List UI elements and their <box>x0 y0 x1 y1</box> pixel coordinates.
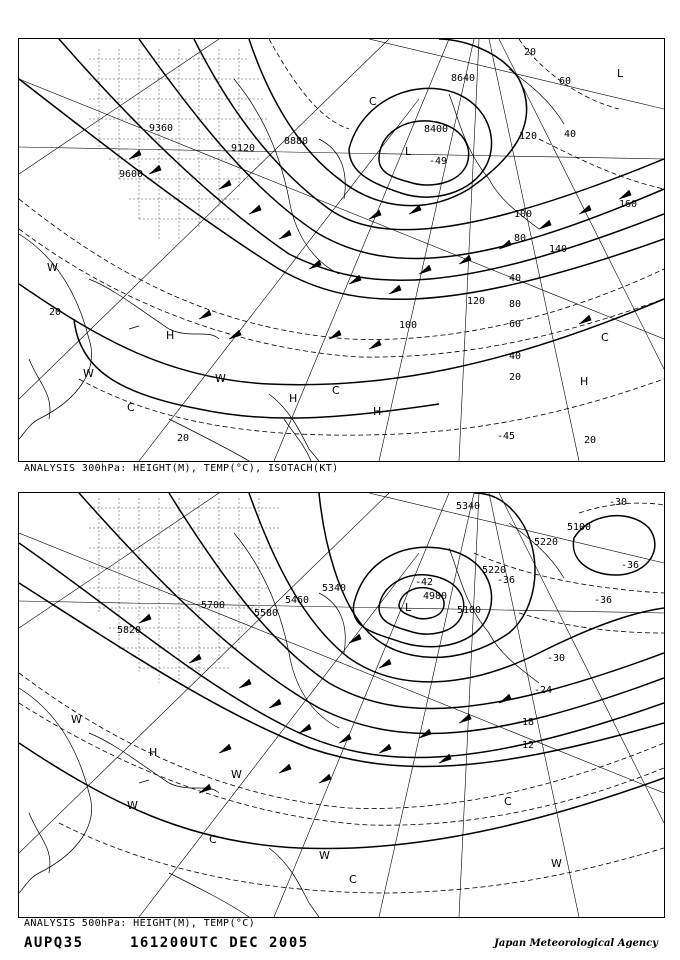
height-label: 5460 <box>285 595 310 606</box>
temperature-label: -30 <box>547 653 566 664</box>
height-label: 5340 <box>456 501 481 512</box>
isotach-label: 100 <box>399 320 418 331</box>
temperature-label: -45 <box>497 431 516 442</box>
isotach-label: 120 <box>467 296 486 307</box>
height-label: 4980 <box>423 591 448 602</box>
warm-marker: W <box>47 261 58 274</box>
agency-name: Japan Meteorological Agency <box>494 938 658 949</box>
isotach-label: 60 <box>559 76 572 87</box>
temperature-label: -49 <box>429 156 448 167</box>
isotach-label: 60 <box>509 319 522 330</box>
cold-marker: C <box>601 331 609 344</box>
isotach-label: 160 <box>619 199 638 210</box>
height-label: 5700 <box>201 600 226 611</box>
caption-500hpa: ANALYSIS 500hPa: HEIGHT(M), TEMP(°C) <box>24 918 256 929</box>
height-contours <box>19 493 664 849</box>
valid-time: 161200UTC DEC 2005 <box>130 935 309 951</box>
cold-marker: C <box>349 873 357 886</box>
isotach-label: 20 <box>177 433 190 444</box>
hatched-region <box>89 498 279 683</box>
caption-300hpa: ANALYSIS 300hPa: HEIGHT(M), TEMP(°C), ISOTACH(KT) <box>24 463 339 474</box>
height-label: 5340 <box>322 583 347 594</box>
warm-marker: W <box>231 768 242 781</box>
isotach-label: 40 <box>564 129 577 140</box>
high-marker: H <box>580 375 589 388</box>
graticule <box>19 493 664 917</box>
cold-marker: C <box>209 833 217 846</box>
cold-marker: C <box>369 95 377 108</box>
cold-marker: C <box>127 401 135 414</box>
height-label: 8400 <box>424 124 449 135</box>
isotach-label: 80 <box>509 299 522 310</box>
temperature-label: -12 <box>516 740 535 751</box>
temperature-label: -36 <box>621 560 640 571</box>
isotach-label: 20 <box>524 47 537 58</box>
warm-marker: W <box>127 799 138 812</box>
isotach-label: 20 <box>49 307 62 318</box>
warm-marker: W <box>551 857 562 870</box>
isotach-label: 120 <box>519 131 538 142</box>
cold-marker: C <box>332 384 340 397</box>
warm-marker: W <box>83 367 94 380</box>
analysis-300hpa-map <box>18 38 665 462</box>
height-label: 5100 <box>567 522 592 533</box>
temperature-label: -24 <box>534 685 553 696</box>
low-marker: L <box>617 67 624 80</box>
chart-code: AUPQ35 <box>24 935 84 951</box>
isotherm-contours <box>19 503 664 893</box>
isotach-label: 140 <box>549 244 568 255</box>
height-label: 9360 <box>149 123 174 134</box>
temperature-label: -36 <box>497 575 516 586</box>
temperature-label: -36 <box>594 595 613 606</box>
height-label: 5820 <box>117 625 142 636</box>
height-label: 8640 <box>451 73 476 84</box>
temperature-label: -30 <box>609 497 628 508</box>
analysis-500hpa-map <box>18 492 665 918</box>
low-marker: L <box>405 145 412 158</box>
temperature-label: -18 <box>516 717 535 728</box>
height-contours <box>19 39 664 418</box>
height-label: 9120 <box>231 143 256 154</box>
warm-marker: W <box>319 849 330 862</box>
isotach-label: 80 <box>514 233 527 244</box>
isotach-label: 20 <box>584 435 597 446</box>
high-marker: H <box>289 392 298 405</box>
high-marker: H <box>149 746 158 759</box>
warm-marker: W <box>215 372 226 385</box>
isotach-label: 20 <box>509 372 522 383</box>
low-marker: L <box>405 601 412 614</box>
isotach-contours <box>19 39 664 435</box>
isotach-label: 100 <box>514 209 533 220</box>
map-300hpa-svg <box>19 39 664 461</box>
pressure-markers <box>71 601 562 886</box>
isotach-labels <box>49 47 637 446</box>
high-marker: H <box>166 329 175 342</box>
height-label: 5580 <box>254 608 279 619</box>
height-label: 8880 <box>284 136 309 147</box>
map-500hpa-svg <box>19 493 664 917</box>
isotach-label: 40 <box>509 351 522 362</box>
warm-marker: W <box>71 713 82 726</box>
high-marker: H <box>373 405 382 418</box>
temperature-label: -42 <box>415 577 434 588</box>
height-label: 9600 <box>119 169 144 180</box>
isotach-label: 40 <box>509 273 522 284</box>
cold-marker: C <box>504 795 512 808</box>
height-label: 5220 <box>482 565 507 576</box>
height-label: 5220 <box>534 537 559 548</box>
height-label: 5100 <box>457 605 482 616</box>
